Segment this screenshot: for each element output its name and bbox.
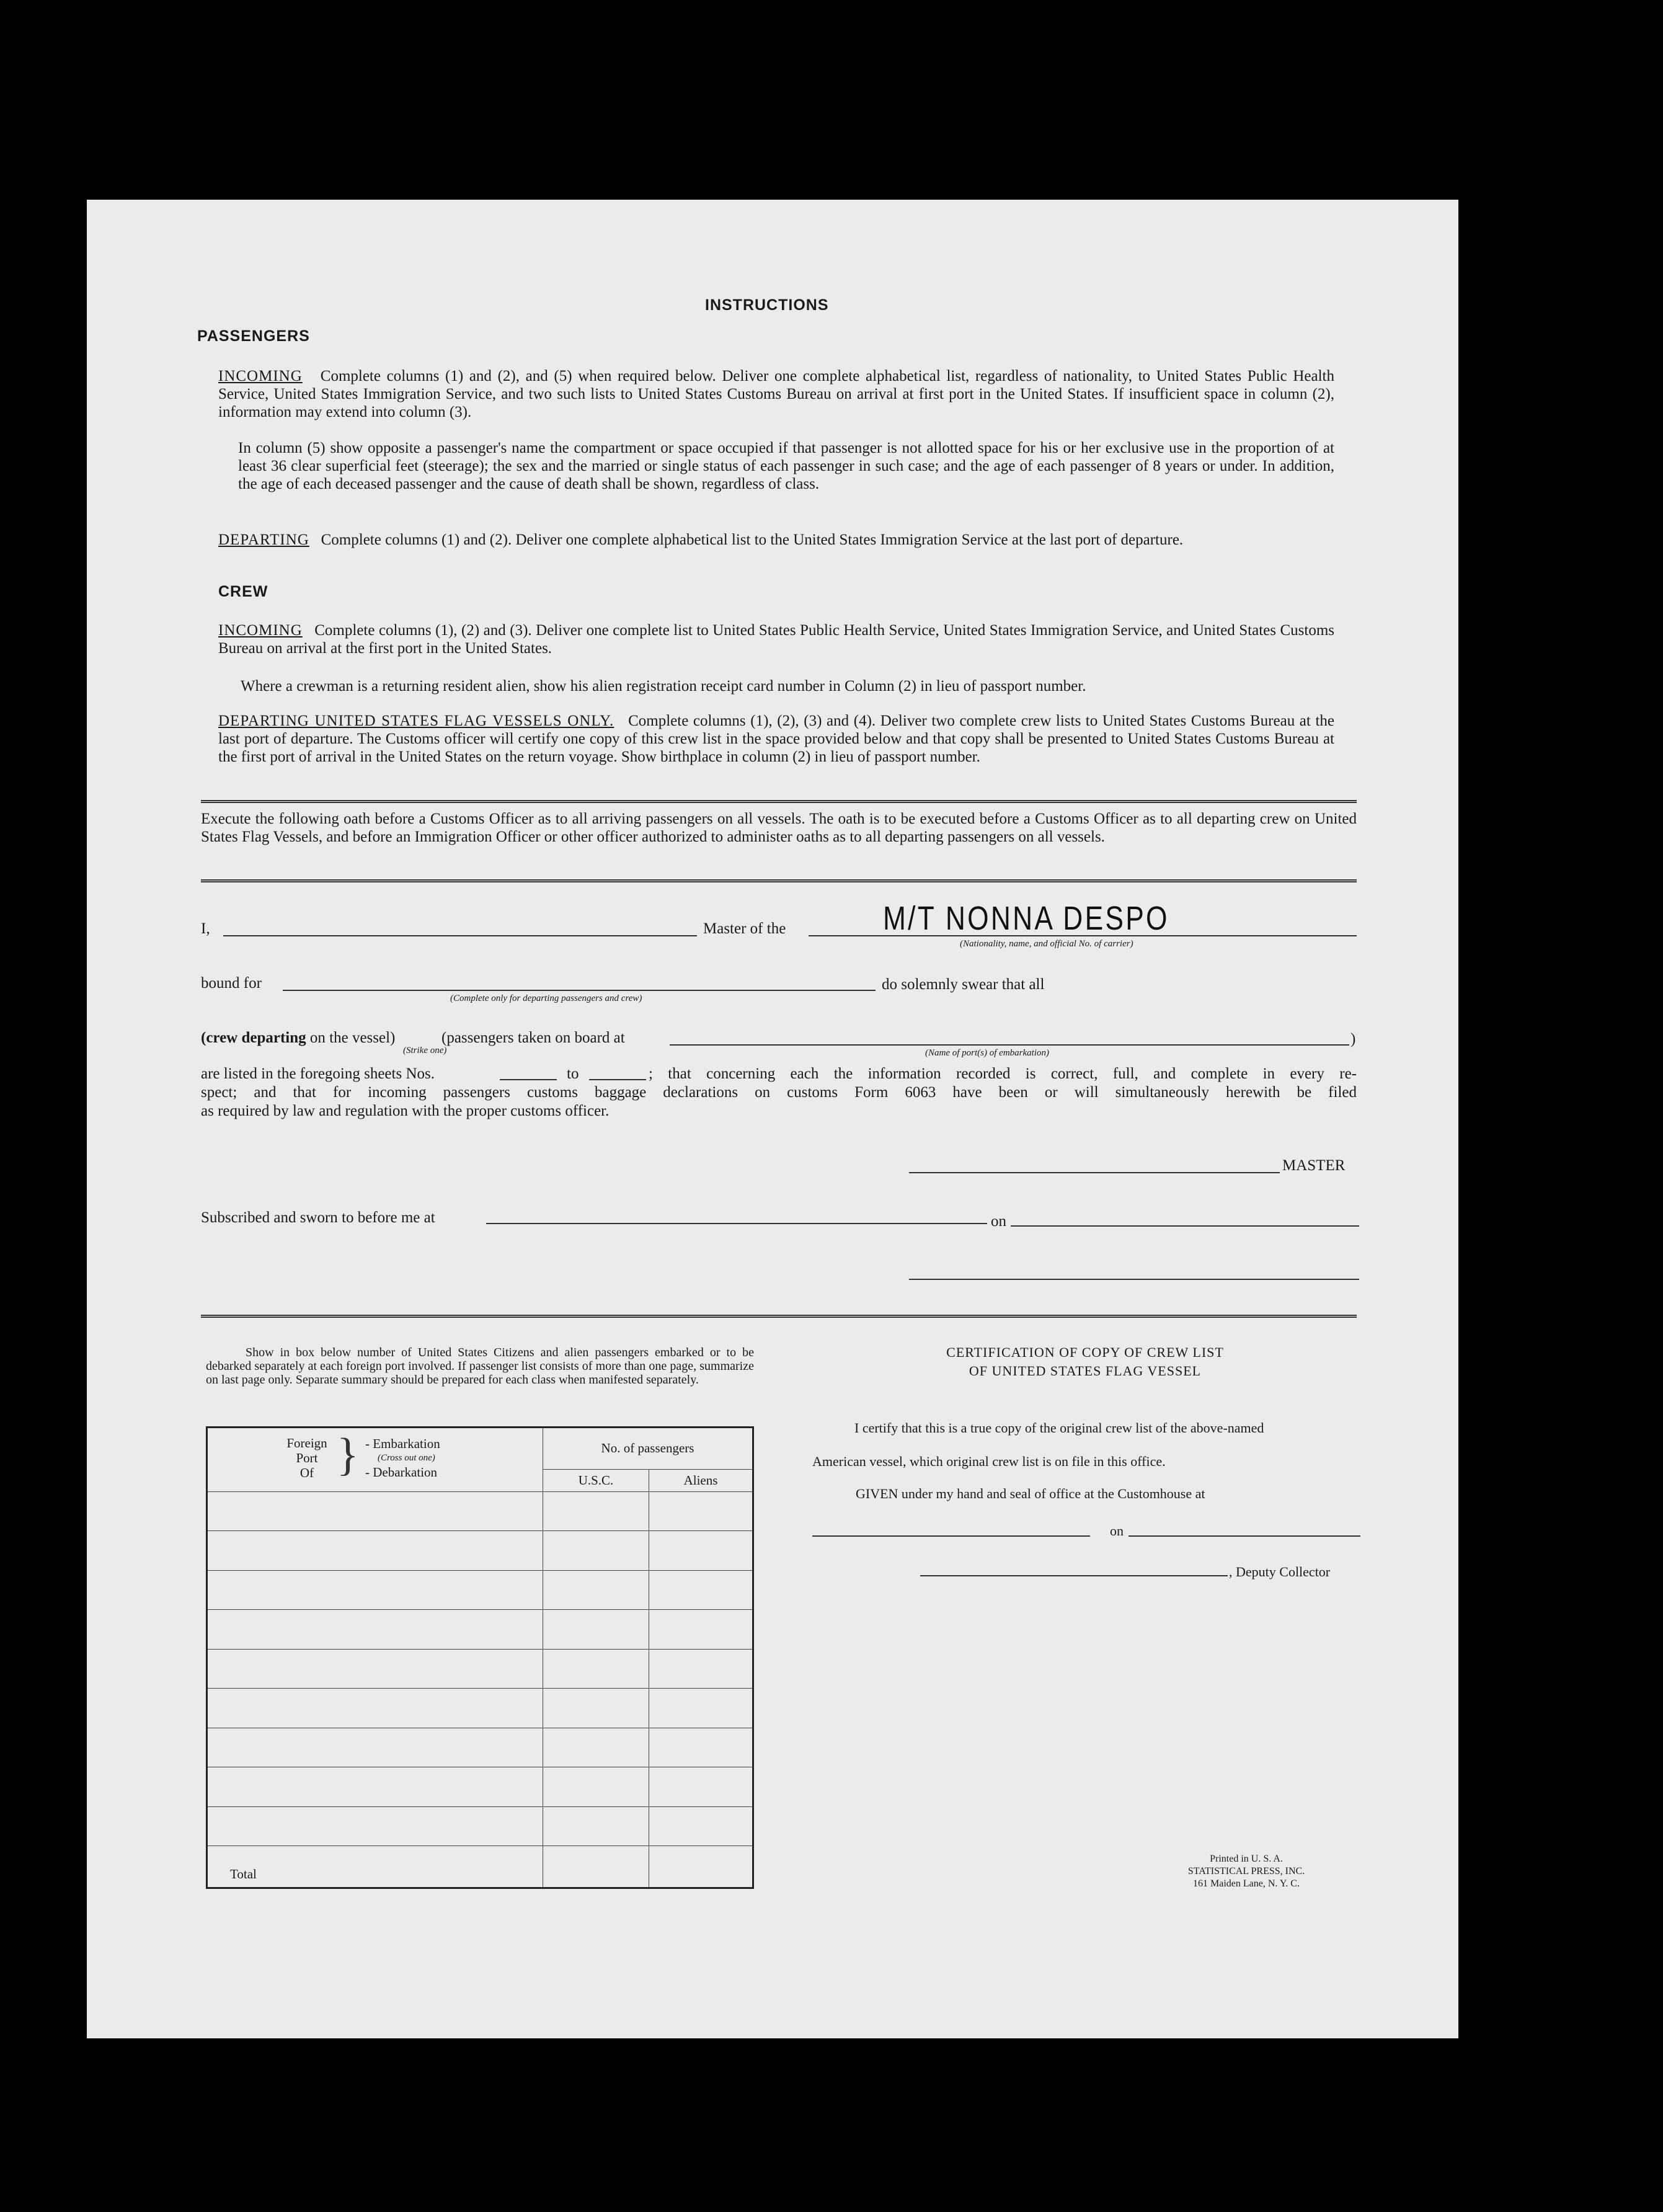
- crew-departing-paragraph: [218, 712, 1334, 766]
- total-label: Total: [207, 1846, 543, 1888]
- cert-title-line2: OF UNITED STATES FLAG VESSEL: [969, 1363, 1202, 1379]
- table-row[interactable]: [207, 1767, 753, 1807]
- deputy-signature-field[interactable]: [920, 1575, 1228, 1576]
- divider-1: [201, 800, 1357, 805]
- port-header-cell: [207, 1428, 543, 1492]
- to-label: to: [567, 1065, 579, 1082]
- master-signature-field[interactable]: [909, 1172, 1280, 1173]
- column5-paragraph: [238, 439, 1334, 493]
- departing-text: Complete columns (1) and (2). Deliver one complete alphabetical list to the United States Immigration Service at the last port of departure.: [321, 531, 1184, 548]
- crew-incoming-paragraph: [218, 621, 1334, 657]
- cert-on-label: on: [1110, 1523, 1124, 1539]
- vessel-name-stamp: M/T NONNA DESPO: [883, 900, 1169, 937]
- column5-text: In column (5) show opposite a passenger's name the compartment or space occupied if that passenger is not allotted space for his or her exclusive use in the proportion of at least 36 clear superficial feet (steerage); the sex and the married or single status of each passenger in such case; and the age of each passenger of 8 years or under. In addition, the age of each deceased passenger and the cause of death shall be shown, regardless of class.: [238, 440, 1334, 492]
- sheets-label: are listed in the foregoing sheets Nos.: [201, 1065, 435, 1082]
- subscribed-date-field[interactable]: [1011, 1225, 1359, 1227]
- crew-departing-text: Complete columns (1), (2), (3) and (4). Deliver two complete crew lists to United States Customs Bureau at the last port of departure. The Customs officer will certify one copy of this crew list in the space provided below and that copy shall be presented to United States Customs Bureau at the first port of arrival in the United States on the return voyage. Show birthplace in column (2) in lieu of passport number.: [218, 713, 1335, 765]
- table-row[interactable]: [207, 1610, 753, 1650]
- crew-incoming-text: Complete columns (1), (2) and (3). Deliver one complete list to United States Public Health Service, United States Immigration Service, and United States Customs Bureau on arrival at the first port in the United States.: [218, 622, 1334, 657]
- divider-2: [201, 879, 1357, 884]
- strike-caption: (Strike one): [403, 1046, 447, 1055]
- summary-instructions: Show in box below number of United States Citizens and alien passengers embarked or to be debarked separately at each foreign port involved. If passenger list consists of more than one page, summarize on last page only. Separate summary should be prepared for each class when manifested separately.: [206, 1346, 754, 1387]
- usc-header: U.S.C.: [543, 1469, 649, 1491]
- crew-departing-label: DEPARTING UNITED STATES FLAG VESSELS ONLY.: [218, 713, 614, 729]
- table-row[interactable]: [207, 1649, 753, 1689]
- subscribed-place-field[interactable]: [486, 1223, 987, 1224]
- printer-line3: 161 Maiden Lane, N. Y. C.: [1193, 1878, 1300, 1889]
- officer-signature-field[interactable]: [909, 1279, 1359, 1280]
- crewman-text: Where a crewman is a returning resident alien, show his alien registration receipt card number in Column (2) in lieu of passport number.: [241, 678, 1086, 695]
- certification-title: [812, 1343, 1358, 1380]
- crew-departing-option[interactable]: (crew departing on the vessel): [201, 1029, 396, 1046]
- embarkation-label[interactable]: - Embarkation: [365, 1436, 440, 1451]
- sheet-from-field[interactable]: [500, 1079, 557, 1080]
- passengers-taken-option[interactable]: (passengers taken on board at: [441, 1029, 625, 1046]
- subscribed-on-label: on: [991, 1213, 1006, 1230]
- table-row[interactable]: [207, 1531, 753, 1571]
- total-aliens-cell[interactable]: [649, 1846, 753, 1888]
- crewman-paragraph: [241, 677, 1334, 695]
- incoming-text: Complete columns (1) and (2), and (5) when required below. Deliver one complete alphabetical list, regardless of nationality, to United States Public Health Service, United States Immigration Service, and two such lists to United States Customs Bureau on arrival at first port in the United States. If insufficient space in column (2), information may extend into column (3).: [218, 368, 1334, 420]
- aliens-header: Aliens: [649, 1469, 753, 1491]
- crew-heading: CREW: [218, 583, 268, 600]
- customhouse-field[interactable]: [812, 1535, 1090, 1537]
- sheets-text: ; that concerning each the information recorded is correct, full, and complete in every re-: [649, 1065, 1357, 1082]
- swear-label: do solemnly swear that all: [882, 976, 1045, 993]
- passengers-heading: PASSENGERS: [197, 327, 310, 345]
- departing-label: DEPARTING: [218, 531, 309, 548]
- crew-incoming-label: INCOMING: [218, 622, 303, 639]
- cert-given-text: GIVEN under my hand and seal of office at the Customhouse at: [856, 1486, 1205, 1501]
- table-row[interactable]: [207, 1728, 753, 1767]
- passengers-incoming-paragraph: [218, 367, 1334, 421]
- passengers-departing-paragraph: [218, 531, 1334, 549]
- port-label: Port: [296, 1450, 318, 1465]
- sheet-to-field[interactable]: [589, 1079, 646, 1080]
- brace: }: [337, 1429, 359, 1480]
- cert-line2: American vessel, which original crew list is on file in this office.: [812, 1454, 1166, 1469]
- printer-line2: STATISTICAL PRESS, INC.: [1187, 1866, 1305, 1877]
- incoming-label: INCOMING: [218, 368, 303, 384]
- close-paren: ): [1350, 1031, 1356, 1047]
- table-row[interactable]: [207, 1806, 753, 1846]
- vessel-caption: (Nationality, name, and official No. of carrier): [960, 939, 1133, 949]
- subscribed-label: Subscribed and sworn to before me at: [201, 1209, 435, 1226]
- no-passengers-header: No. of passengers: [543, 1428, 753, 1470]
- bound-for-caption: (Complete only for departing passengers and crew): [450, 993, 642, 1003]
- table-row[interactable]: [207, 1570, 753, 1610]
- spect-text: spect; and that for incoming passengers customs baggage declarations on customs Form 6063 have been or will simultaneously herewith be filed: [201, 1084, 1357, 1101]
- bound-for-field[interactable]: [283, 990, 876, 991]
- master-of-label: Master of the: [703, 920, 786, 937]
- cert-date-field[interactable]: [1129, 1535, 1360, 1537]
- master-name-field[interactable]: [223, 935, 697, 936]
- oath-intro: Execute the following oath before a Customs Officer as to all arriving passengers on all vessels. The oath is to be executed before a Customs Officer as to all departing crew on United States Flag Vessels, and before an Immigration Officer or other officer authorized to administer oaths as to all departing passengers on all vessels.: [201, 811, 1357, 845]
- of-label: Of: [299, 1465, 314, 1480]
- total-row[interactable]: [207, 1846, 753, 1888]
- cert-line1: I certify that this is a true copy of the original crew list of the above-named: [854, 1420, 1264, 1436]
- bound-for-label: bound for: [201, 975, 262, 992]
- instructions-title: INSTRUCTIONS: [705, 296, 829, 314]
- foreign-label: Foreign: [286, 1436, 327, 1450]
- table-row[interactable]: [207, 1491, 753, 1531]
- deputy-collector-label: , Deputy Collector: [1229, 1564, 1331, 1579]
- printer-imprint: [1166, 1853, 1327, 1890]
- divider-3: [201, 1315, 1357, 1320]
- debarkation-label[interactable]: - Debarkation: [365, 1465, 438, 1480]
- total-usc-cell[interactable]: [543, 1846, 649, 1888]
- i-label: I,: [201, 920, 210, 937]
- ports-caption: (Name of port(s) of embarkation): [925, 1048, 1049, 1058]
- ports-field[interactable]: [670, 1044, 1349, 1046]
- table-row[interactable]: [207, 1689, 753, 1728]
- master-label: MASTER: [1282, 1157, 1346, 1174]
- cross-out-caption: (Cross out one): [378, 1453, 435, 1463]
- passenger-summary-table: [206, 1426, 754, 1889]
- required-text: as required by law and regulation with the proper customs officer.: [201, 1103, 610, 1119]
- cert-title-line1: CERTIFICATION OF COPY OF CREW LIST: [946, 1344, 1224, 1360]
- printer-line1: Printed in U. S. A.: [1210, 1854, 1283, 1864]
